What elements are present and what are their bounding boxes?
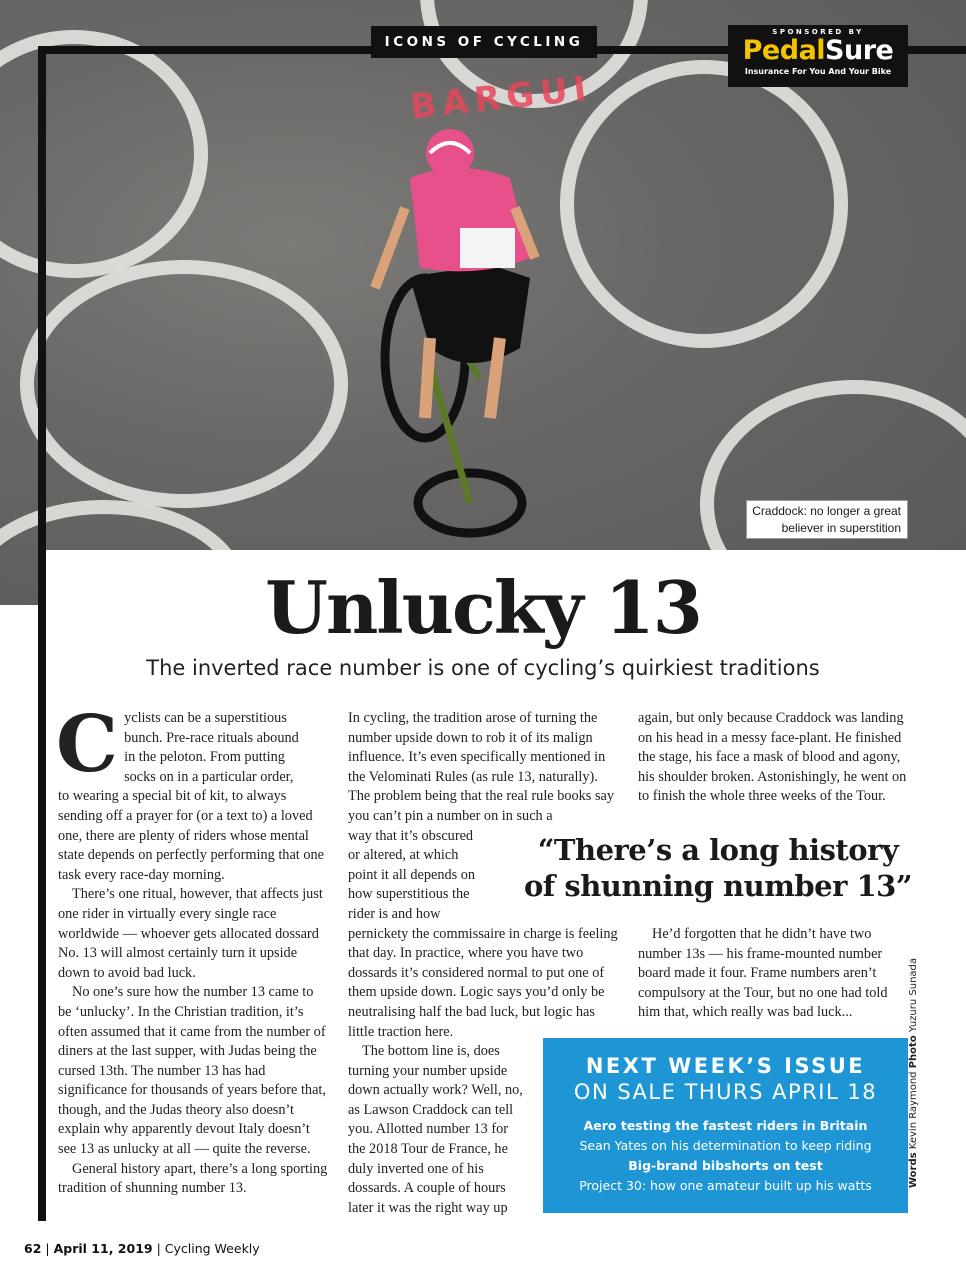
brand-part: Sure xyxy=(825,35,894,66)
paragraph: There’s one ritual, however, that affects just one rider in virtually every single race worldwide — whoever gets allocated dossard No. 13 will almost certainly turn it upside down to avoid bad luck. xyxy=(58,886,323,981)
article-column-3 xyxy=(638,709,910,807)
cyclist-illustration xyxy=(350,118,550,538)
caption-line: Craddock: no longer a great xyxy=(752,504,901,518)
promo-subtitle: ON SALE THURS APRIL 18 xyxy=(573,1080,878,1104)
sponsor-logo xyxy=(728,36,908,66)
dropcap-wrap-line: bunch. Pre-race rituals abound xyxy=(124,729,299,746)
narrow-line: how superstitious the xyxy=(348,886,470,903)
publication-name: Cycling Weekly xyxy=(164,1241,260,1256)
promo-item: Project 30: how one amateur built up his watts xyxy=(579,1178,872,1193)
credit-name: Yuzuru Sunada xyxy=(908,957,919,1033)
section-tag: ICONS OF CYCLING xyxy=(371,26,597,58)
narrow-line: rider is and how xyxy=(348,905,441,922)
credit-name: Kevin Raymond xyxy=(908,1071,919,1150)
page-footer xyxy=(24,1241,260,1256)
photo-caption xyxy=(746,500,908,539)
headline: Unlucky 13 xyxy=(265,565,701,650)
photo-credits xyxy=(908,957,919,1188)
dropcap-wrap-line: yclists can be a superstitious xyxy=(124,710,287,726)
footer-separator: | xyxy=(156,1241,161,1256)
credit-label: Photo xyxy=(908,1035,919,1069)
pull-quote-line: “There’s a long history xyxy=(537,833,899,867)
paragraph-text: to wearing a special bit of kit, to always sending off a prayer for (or a text to) a loved one, there are plenty of riders whose mental state depends on perfectly performing that one task every race-day morning. xyxy=(58,788,324,883)
promo-title: NEXT WEEK’S ISSUE xyxy=(585,1054,866,1078)
issue-date: April 11, 2019 xyxy=(53,1241,153,1256)
paragraph: No one’s sure how the number 13 came to be ‘unlucky’. In the Christian tradition, it’s often assumed that it came from the number of diners at the last supper, with Judas being the cursed 13th. The number 13 has had significance for thousands of years before that, though, and the Judas theory also doesn’t explain why apparently devout Italy doesn’t see 13 as unlucky at all — quite the reverse. xyxy=(58,984,326,1158)
credit-label: Words xyxy=(908,1152,919,1188)
paragraph xyxy=(56,699,330,885)
page-number: 62 xyxy=(24,1241,42,1256)
paragraph: The bottom line is, does turning your number upside down actually work? Well, no, as Lawson Craddock can tell you. Allotted number 13 for the 2018 Tour de France, he duly inverted one of his dossards. A couple of hours later it was the right way up xyxy=(348,1043,523,1216)
narrow-line: point it all depends on xyxy=(348,866,476,883)
standfirst: The inverted race number is one of cycling’s quirkiest traditions xyxy=(146,656,820,680)
dropcap-wrap-line: socks on in a particular order, xyxy=(124,768,294,785)
chalk-mark xyxy=(20,260,348,508)
promo-items xyxy=(543,1116,908,1196)
chalk-mark xyxy=(0,30,208,278)
promo-item: Big-brand bibshorts on test xyxy=(628,1158,823,1173)
paragraph: He’d forgotten that he didn’t have two number 13s — his frame-mounted number board made it four. Frame numbers aren’t compulsory at the Tour, but no one had told him that, which really was bad luck... xyxy=(638,926,888,1021)
chalk-mark xyxy=(560,60,848,348)
footer-separator: | xyxy=(45,1241,50,1256)
promo-item: Aero testing the fastest riders in Britain xyxy=(583,1118,868,1133)
pull-quote xyxy=(522,832,914,904)
paragraph: again, but only because Craddock was landing on his head in a messy face-plant. He finished the stage, his face a mask of blood and agony, his shoulder broken. Astonishingly, he went on to finish the whole three weeks of the Tour. xyxy=(638,710,907,805)
narrow-line: or altered, at which xyxy=(348,847,459,864)
promo-item: Sean Yates on his determination to keep riding xyxy=(579,1138,872,1153)
caption-line: believer in superstition xyxy=(781,521,901,535)
pull-quote-line: of shunning number 13” xyxy=(523,869,913,903)
sponsor-box xyxy=(728,25,908,87)
dropcap-wrap-line: in the peloton. From putting xyxy=(124,749,285,766)
paragraph: General history apart, there’s a long sporting tradition of shunning number 13. xyxy=(58,1160,328,1197)
sponsored-by-label: SPONSORED BY xyxy=(772,28,864,36)
road-chalk-text: BARGUI xyxy=(408,68,595,128)
article-column-1 xyxy=(56,699,330,1199)
drop-cap: C xyxy=(56,699,119,790)
article-column-3-continued xyxy=(638,925,910,1023)
next-week-promo xyxy=(543,1038,908,1213)
hero-photo xyxy=(0,0,966,605)
brand-part: Pedal xyxy=(742,35,826,66)
sponsor-tagline: Insurance For You And Your Bike xyxy=(744,67,892,76)
paragraph-text: pernickety the commissaire in charge is feeling that day. In practice, where you have two dossards it’s considered normal to put one of them upside down. Logic says you’d only be neutralising half the bad luck, but logic has little traction here. xyxy=(348,925,618,1040)
paragraph-text: In cycling, the tradition arose of turning the number upside down to rob it of its malign influence. It’s even specifically mentioned in the Velominati Rules (as rule 13, naturally). The problem being that the real rule books say you can’t pin a number on in such a xyxy=(348,710,615,824)
narrow-line: way that it’s obscured xyxy=(348,827,474,844)
